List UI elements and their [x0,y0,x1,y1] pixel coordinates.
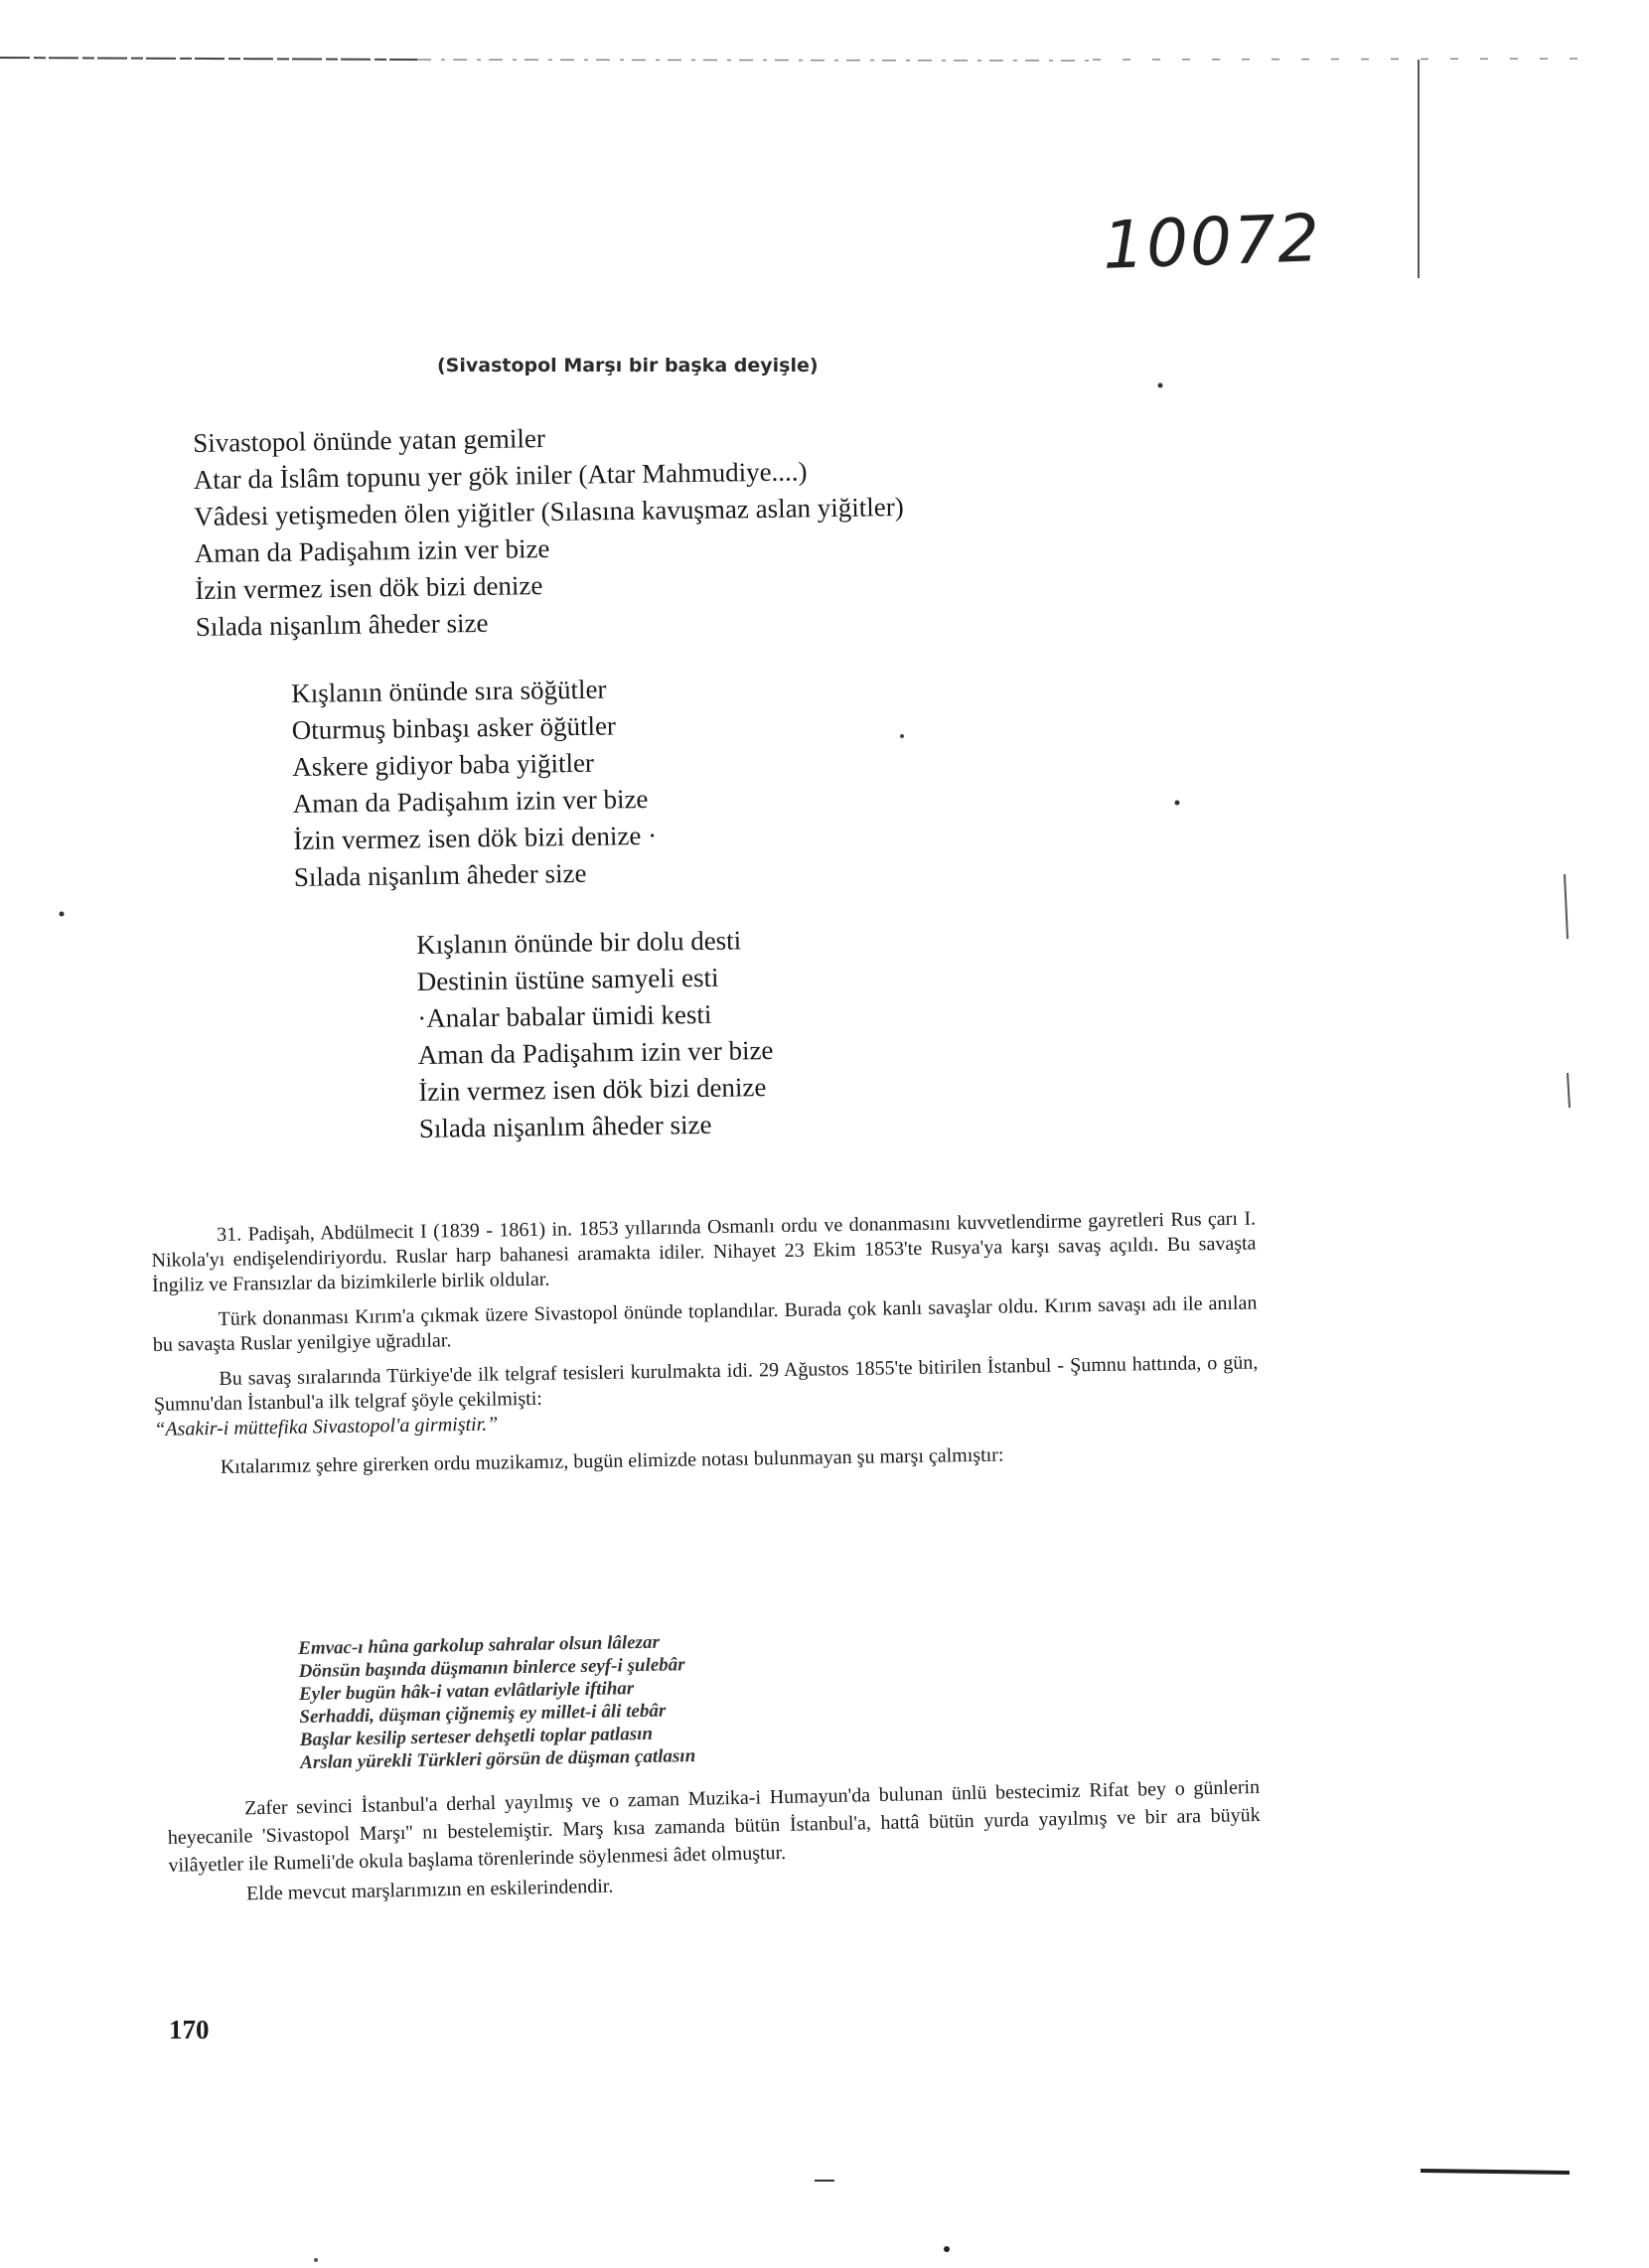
verse-line: Dönsün başında düşmanın binlerce seyf-i şulebâr [298,1654,685,1682]
stanza-line: Askere gidiyor baba yiğitler [292,747,595,782]
stanza-line: Sivastopol önünde yatan gemiler [193,423,546,458]
stanza-line: İzin vermez isen dök bizi denize · [293,820,658,855]
stanza-line: Kışlanın önünde sıra söğütler [291,674,607,708]
stanza-line: Oturmuş binbaşı asker öğütler [291,710,617,745]
stanza-line: ·Analar babalar ümidi kesti [417,998,712,1033]
verse-line: Başlar kesilip serteser dehşetli toplar patlasın [299,1723,654,1750]
footnote-paragraph: Türk donanması Kırım'a çıkmak üzere Sivastopol önünde toplandılar. Burada çok kanlı savaşlar oldu. Kırım savaşı adı ile anılan bu savaşta Ruslar yenilgiye uğradılar. [152,1291,1258,1356]
stanza-line: Vâdesi yetişmeden ölen yiğitler (Sılasına kavuşmaz aslan yiğitler) [194,492,904,531]
scan-edge-top [0,54,1589,64]
stanza-line: Aman da Padişahım izin ver bize [292,783,649,819]
closing-paragraph: Zafer sevinci İstanbul'a derhal yayılmış ve o zaman Muzika-i Humayun'da bulunan ünlü bestecimiz Rifat bey o günlerin heyecanile 'Sivastopol Marşı'' nı bestelemiştir. Marş kısa zamanda bütün İstanbul'a, hattâ bütün yurda yayılmış ve bir ara büyük vilâyetler ile Rumeli'de okula başlama törenlerinde söylenmesi âdet olmuştur. [167,1775,1261,1877]
stanza-2 [291,671,658,896]
stanza-line: Aman da Padişahım izin ver bize [417,1034,774,1070]
verse-line: Eyler bugün hâk-i vatan evlâtlariyle iftihar [298,1678,635,1705]
scan-edge-right [1416,60,1422,278]
stanza-line: Kışlanın önünde bir dolu desti [416,925,742,960]
march-verse [298,1630,695,1774]
verse-line: Arslan yürekli Türkleri görsün de düşman çatlasın [300,1745,696,1773]
stanza-line: İzin vermez isen dök bizi denize [195,570,543,605]
page-number: 170 [169,2015,210,2044]
stanza-line: İzin vermez isen dök bizi denize [418,1072,767,1107]
song-subtitle: (Sivastopol Marşı bir başka deyişle) [437,355,819,377]
telegraph-quote: “Asakir-i müttefika Sivastopol'a girmiştir.” [154,1413,499,1440]
footnote-paragraph: Bu savaş sıralarında Türkiye'de ilk telgraf tesisleri kurulmakta idi. 29 Ağustos 1855'te bitirilen İstanbul - Şumnu hattında, o gün, Şumnu'dan İstanbul'a ilk telgraf şöyle çekilmişti: [153,1351,1259,1416]
handwritten-archive-number: 10072 [1101,200,1323,284]
footnote-text [151,1207,1260,1491]
verse-line: Serhaddi, düşman çiğnemiş ey millet-i âli tebâr [299,1700,667,1728]
stanza-line: Sılada nişanlım âheder size [195,607,489,642]
stanza-line: Atar da İslâm topunu yer gök iniler (Atar Mahmudiye....) [193,456,808,495]
stanza-1 [193,415,906,646]
closing-text [167,1773,1262,1911]
verse-line: Emvac-ı hûna garkolup sahralar olsun lâlezar [298,1631,661,1659]
stanza-line: Sılada nişanlım âheder size [293,857,587,892]
closing-paragraph: Elde mevcut marşlarımızın en eskilerindendir. [245,1875,614,1905]
stanza-3 [416,922,775,1147]
stanza-line: Sılada nişanlım âheder size [418,1109,712,1143]
footnote-paragraph: Kıtalarımız şehre girerken ordu muzikamız, bugün elimizde notası bulunmayan şu marşı çalmıştır: [220,1443,1004,1478]
stanza-line: Destinin üstüne samyeli esti [416,962,719,996]
stanza-line: Aman da Padişahım izin ver bize [194,532,550,568]
footnote-paragraph: 31. Padişah, Abdülmecit I (1839 - 1861) in. 1853 yıllarında Osmanlı ordu ve donanmasını kuvvetlendirme gayretleri Rus çarı I. Nikola'yı endişelendiriyordu. Ruslar harp bahanesi aramakta idiler. Nihayet 23 Ekim 1853'te Rusya'ya karşı savaş açıldı. Bu savaşta İngiliz ve Fransızlar da bizimkilerle birlik oldular. [151,1207,1257,1296]
